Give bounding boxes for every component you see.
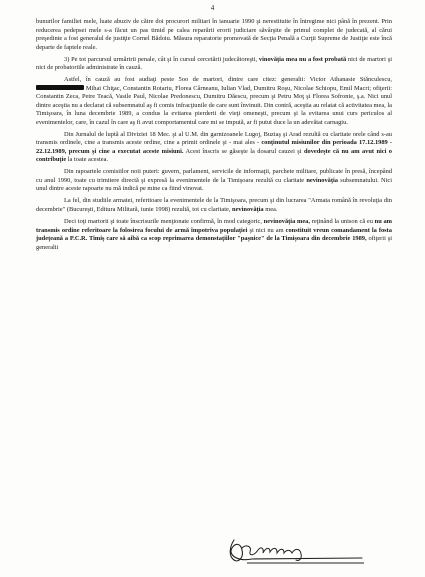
document-body [36,18,392,256]
text-segment: Acest înscris se găseşte la dosarul cauzei şi [183,147,304,155]
text-segment: ofiţerii şi generalii [36,235,392,251]
text-segment: la toate acestea. [66,156,109,164]
text-segment: mea. [263,205,278,213]
text-segment: şi nici nu am [247,226,286,234]
bold-text: nu am transmis ordine referitoare la folosirea focului de armă împotriva populaţiei [36,218,392,234]
text-segment: Din rapoartele comisiilor noii puteri: guvern, parlament, servicile de informaţii, parchete militare, publicate în presă, începând cu anul 1990, toate cu trimitere directă şi expresă la evenimentele de la Timişoara rezultă cu claritate [36,168,392,184]
bold-text: conţinutul misiunilor din perioada 17.12.1989 - 22.12.1989, precum şi cine a executat aceste misiuni. [36,139,392,155]
paragraph [36,131,392,165]
text-segment: La fel, din studiile armatei, referitoare la evenimentele de la Timişoara, precum şi din lucrarea "Armata română în revoluţia din decembrie" (Bucureşti, Editura Militară, iunie 1998) rezultă, tot cu claritate, [36,197,392,213]
text-segment: reţinând la unison că eu [309,218,375,226]
paragraph [36,197,392,214]
paragraph [36,56,392,73]
paragraph [36,76,392,127]
text-segment: subsemnatului. Nici unul dintre aceste rapoarte nu mă indică pe mine ca fiind vinovat. [36,176,392,193]
bold-text: dovedeşte că nu am avut nici o contribuţie [36,147,392,164]
paragraph [36,218,392,252]
page-number: 4 [210,4,215,12]
paragraph [36,18,392,52]
bold-text: nevinovăţia [232,205,264,213]
text-segment: 3) Pe tot parcursul urmăririi penale, cât şi în cursul cercetării judecătoreşti, [64,55,259,63]
handwritten-signature-icon [222,534,372,568]
redaction-mark [36,85,84,90]
text-segment: Deci toţi martorii şi toate înscrisurile menţionate confirmă, în mod categoric, [64,218,264,226]
text-segment: Mihai Chiţac, Constantin Rotariu, Florea Cârneanu, Iulian Vlad, Dumitru Roşu, Nicolae Schiopu, Emil Macri; ofiţerii: Constantin Zeca, Petre Teacă, Vasile Paul, Nicolae Predonescu, Dumitru Dăescu, precum şi Petru Moţ şi Florea Sofronie, ş.a. Nici unul dintre aceştia nu a declarat că subsemnatul aş fi comis infracţiunile de care sunt învinuit. Din contră, aceştia au relatat că activitatea mea, la Timişoara, în luna decembrie 1989, a condus la evitarea pierderii de vieţi omeneşti, precum şi la evitarea unui curs periculos al evenimentelor, care, în cazul în care aş fi avut comportamentul care mi se impută, ar fi putut duce la un adevătat carnagiu. [36,84,392,126]
text-segment: nici de martori şi nici de probatoriile administrate în cauză. [36,55,393,72]
bold-text: constituit vreun comandament la fosta judeţeană a P.C.R. Timiş care să aibă ca scop reprimarea demonstaţiilor "paşnice" de la Timişoara din decembrie 1989, [36,226,392,243]
bold-text: nevinovăţia mea, [263,218,310,226]
text-segment: Din Jurnalul de luptă al Diviziei 18 Mec. şi al U.M. din garnizoanele Lugoj, Buziaş şi Arad rezultă cu claritate orele când s-au transmis ordinele, cine a transmis aceste ordine, cine a primit ordinele şi - mai ales - [36,130,392,147]
bold-text: nevinovăţia [306,176,338,184]
bold-text: vinovăţia mea nu a fost probată [258,55,347,63]
text-segment: Astfel, în cauză au fost audiaţi peste 5oo de martori, dintre care citez: generalii: Victor Athanasie Stănculescu, [64,76,392,84]
text-segment: bunurilor familiei mele, luate abuziv de către doi procurori militari în ianuarie 1990 şi nerestituite în întregime nici până în prezent. Prin reducerea pedepsei mele s-a făcut un pas timid pe calea reparării erorii judiciare săvârşite de primul complet de judecată, al cărui preşedinte a fost generalul de justiţie Cornel Bădoiu. Măsura reparatorie promovată de Secţia Penală a Curţii Supreme de Justiţie este încă departe de faptele reale. [36,18,392,51]
paragraph [36,168,392,194]
